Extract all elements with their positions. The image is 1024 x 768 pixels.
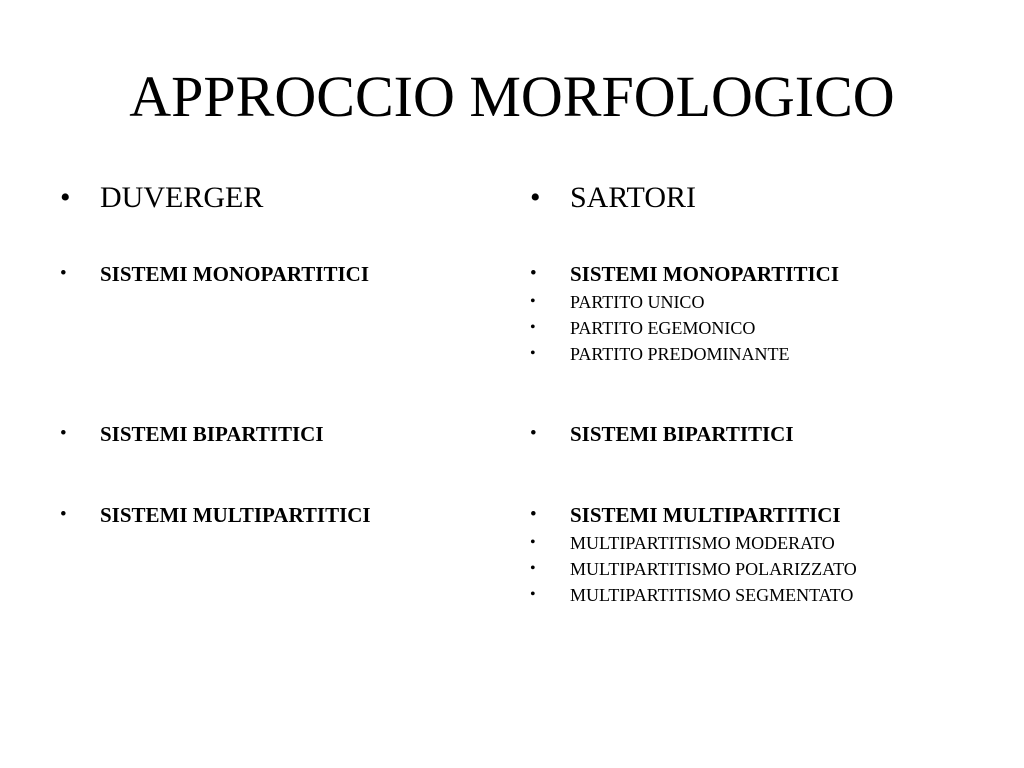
right-multi-item-label: MULTIPARTITISMO SEGMENTATO: [570, 585, 854, 605]
right-mono-label: SISTEMI MONOPARTITICI: [570, 262, 840, 286]
right-multi-label: SISTEMI MULTIPARTITICI: [570, 503, 841, 527]
right-heading: SARTORI: [570, 181, 697, 214]
left-multi-label: SISTEMI MULTIPARTITICI: [100, 503, 371, 527]
bullet-icon: •: [60, 263, 67, 284]
bullet-icon: •: [530, 319, 536, 336]
bullet-icon: •: [60, 181, 71, 214]
bullet-icon: •: [530, 586, 536, 603]
left-mono-label: SISTEMI MONOPARTITICI: [100, 262, 370, 286]
bullet-icon: •: [530, 560, 536, 577]
bullet-icon: •: [530, 345, 536, 362]
bullet-icon: •: [530, 504, 537, 525]
bullet-icon: •: [60, 423, 67, 444]
left-bi-label: SISTEMI BIPARTITICI: [100, 422, 324, 446]
bullet-icon: •: [530, 423, 537, 444]
right-multi-item-label: MULTIPARTITISMO POLARIZZATO: [570, 559, 857, 579]
bullet-icon: •: [60, 504, 67, 525]
slide-title: APPROCCIO MORFOLOGICO: [129, 64, 895, 129]
right-multi-item-label: MULTIPARTITISMO MODERATO: [570, 533, 835, 553]
bullet-icon: •: [530, 293, 536, 310]
right-mono-item-label: PARTITO UNICO: [570, 292, 705, 312]
bullet-icon: •: [530, 181, 541, 214]
left-heading: DUVERGER: [100, 181, 264, 214]
bullet-icon: •: [530, 263, 537, 284]
bullet-icon: •: [530, 534, 536, 551]
right-bi-label: SISTEMI BIPARTITICI: [570, 422, 794, 446]
right-mono-item-label: PARTITO EGEMONICO: [570, 318, 756, 338]
right-mono-item-label: PARTITO PREDOMINANTE: [570, 344, 790, 364]
